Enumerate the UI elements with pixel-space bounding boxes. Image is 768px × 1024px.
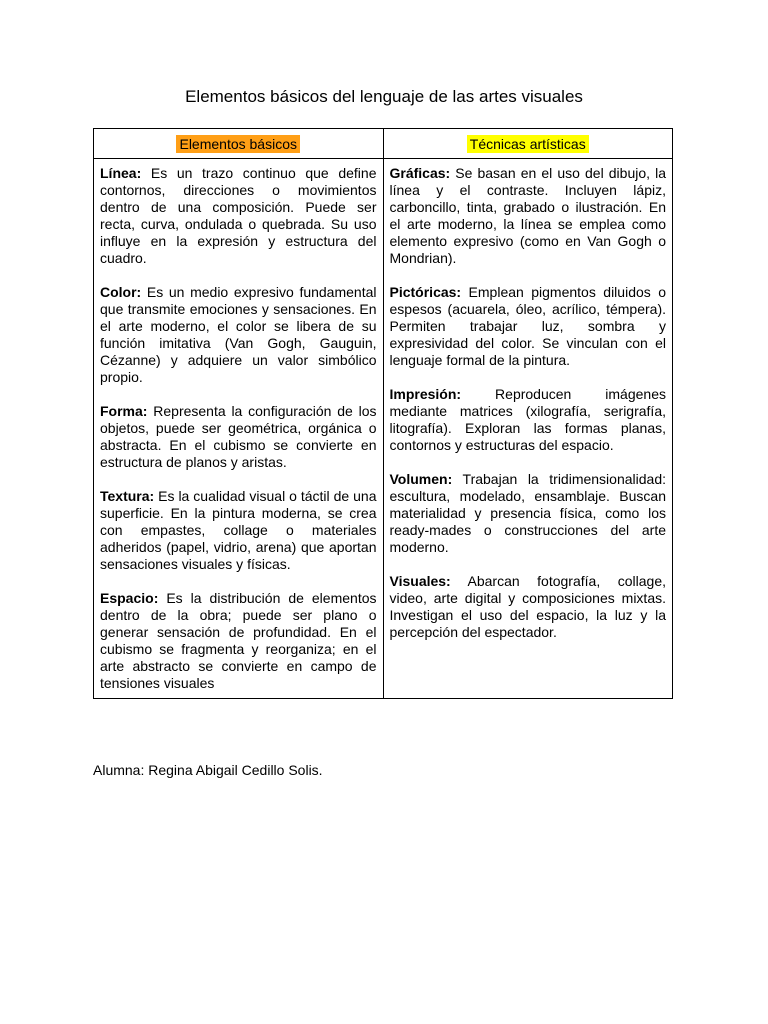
list-item [390, 284, 667, 369]
list-item [100, 488, 377, 573]
list-item [390, 573, 667, 641]
item-text: Es la distribución de elementos dentro de la obra; puede ser plano o generar sensación de profundidad. En el cubismo se fragmenta y reorganiza; en el arte abstracto se convierte en campo de tensiones visuales [100, 590, 377, 691]
item-text: Es la cualidad visual o táctil de una superficie. En la pintura moderna, se crea con empastes, collage o materiales adheridos (papel, vidrio, arena) que aportan sensaciones visuales y físicas. [100, 488, 377, 572]
item-term: Forma: [100, 403, 148, 419]
item-text: Se basan en el uso del dibujo, la línea y el contraste. Incluyen lápiz, carboncillo, tinta, grabado o ilustración. En el arte moderno, la línea se emplea como elemento expresivo (como en Van Gogh o Mondrian). [389, 165, 666, 266]
item-term: Textura: [100, 488, 155, 504]
table-body-row [94, 159, 673, 699]
header-left-label: Elementos básicos [176, 135, 300, 153]
item-term: Gráficas: [389, 165, 451, 181]
comparison-table-container [93, 128, 673, 699]
comparison-table [93, 128, 673, 699]
tecnicas-column-cell [383, 159, 673, 699]
list-item [390, 386, 667, 454]
item-term: Pictóricas: [389, 284, 462, 300]
header-right-label: Técnicas artísticas [467, 135, 589, 153]
author-line: Alumna: Regina Abigail Cedillo Solis. [93, 762, 323, 778]
list-item [100, 284, 377, 386]
list-item [390, 165, 667, 267]
elementos-column-cell [94, 159, 384, 699]
item-text: Representa la configuración de los objetos, puede ser geométrica, orgánica o abstracta. En el cubismo se convierte en estructura de planos y aristas. [100, 403, 377, 470]
list-item [100, 403, 377, 471]
item-term: Impresión: [389, 386, 462, 402]
item-text: Reproducen imágenes mediante matrices (xilografía, serigrafía, litografía). Exploran las formas planas, contornos y estructuras del espacio. [389, 386, 666, 453]
item-term: Volumen: [389, 471, 453, 487]
list-item [390, 471, 667, 556]
page-title: Elementos básicos del lenguaje de las artes visuales [185, 87, 583, 106]
item-term: Visuales: [389, 573, 451, 589]
item-term: Color: [100, 284, 142, 300]
list-item [100, 590, 377, 692]
item-text: Emplean pigmentos diluidos o espesos (acuarela, óleo, acrílico, témpera). Permiten trabajar luz, sombra y expresividad del color. Se vinculan con el lenguaje formal de la pintura. [389, 284, 666, 368]
table-header-row [94, 129, 673, 159]
item-text: Es un medio expresivo fundamental que transmite emociones y sensaciones. En el arte moderno, el color se libera de su función imitativa (Van Gogh, Gauguin, Cézanne) y adquiere un valor simbólico propio. [100, 284, 377, 385]
list-item [100, 165, 377, 267]
item-text: Es un trazo continuo que define contornos, direcciones o movimientos dentro de una composición. Puede ser recta, curva, ondulada o quebrada. Su uso influye en la expresión y estructura del cuadro. [100, 165, 377, 266]
item-text: Abarcan fotografía, collage, video, arte digital y composiciones mixtas. Investigan el uso del espacio, la luz y la percepción del espectador. [389, 573, 666, 640]
item-text: Trabajan la tridimensionalidad: escultura, modelado, ensamblaje. Buscan materialidad y presencia física, como los ready-mades o construcciones del arte moderno. [389, 471, 666, 555]
item-term: Espacio: [100, 590, 159, 606]
header-tecnicas-artisticas [383, 129, 673, 159]
header-elementos-basicos [94, 129, 384, 159]
item-term: Línea: [100, 165, 142, 181]
